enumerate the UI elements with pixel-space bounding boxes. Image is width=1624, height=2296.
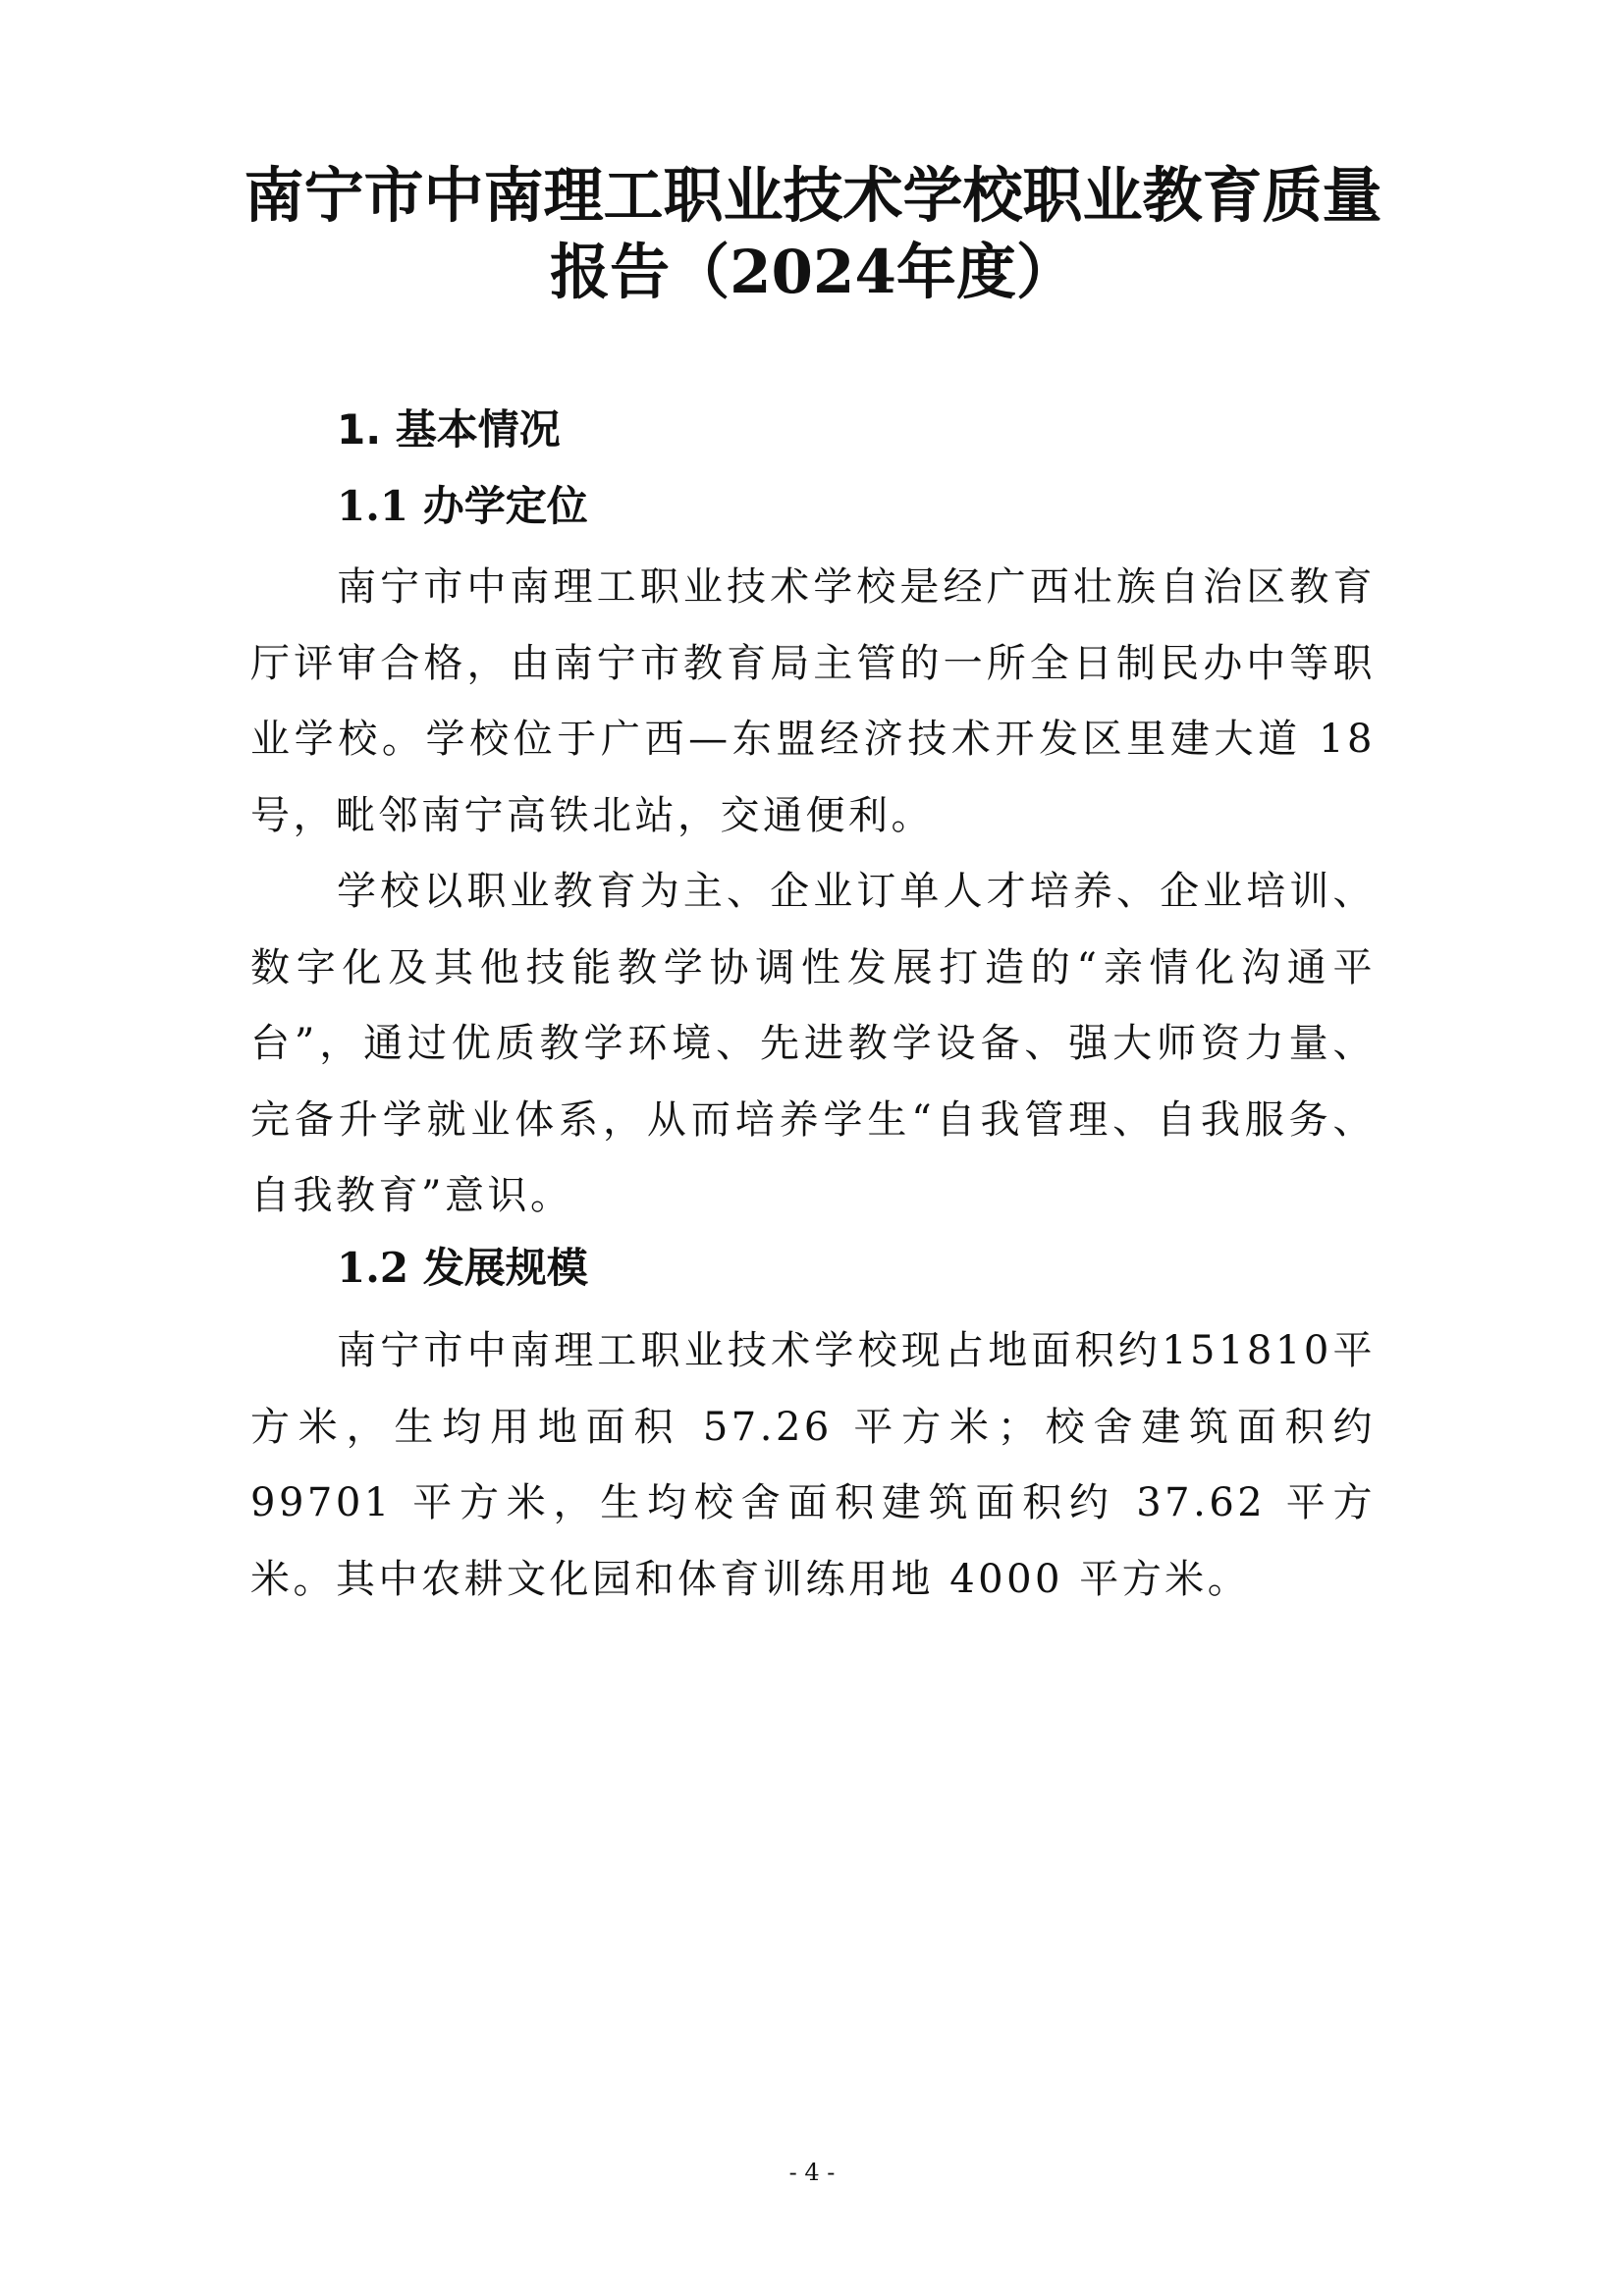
report-title-line-2: 报告（2024年度）: [550, 238, 1076, 307]
paragraph-school-scale: 南宁市中南理工职业技术学校现占地面积约151810平方米，生均用地面积 57.26 平方米；校舍建筑面积约 99701 平方米，生均校舍面积建筑面积约 37.62 平方米。其中农耕文化园和体育训练用地 4000 平方米。: [250, 1328, 1376, 1602]
paragraph-school-intro: 南宁市中南理工职业技术学校是经广西壮族自治区教育厅评审合格，由南宁市教育局主管的一所全日制民办中等职业学校。学校位于广西—东盟经济技术开发区里建大道 18号，毗邻南宁高铁北站，交通便利。: [250, 564, 1376, 838]
report-title-line-1: 南宁市中南理工职业技术学校职业教育质量: [244, 161, 1382, 231]
section-heading-basic-info: 1. 基本情况: [337, 405, 561, 454]
paragraph-school-mission: 学校以职业教育为主、企业订单人才培养、企业培训、数字化及其他技能教学协调性发展打造的“亲情化沟通平台”，通过优质教学环境、先进教学设备、强大师资力量、完备升学就业体系，从而培养学生“自我管理、自我服务、自我教育”意识。: [250, 869, 1376, 1218]
subsection-heading-scale: 1.2 发展规模: [337, 1244, 588, 1292]
page-number: - 4 -: [788, 2159, 836, 2186]
subsection-heading-positioning: 1.1 办学定位: [337, 482, 588, 530]
